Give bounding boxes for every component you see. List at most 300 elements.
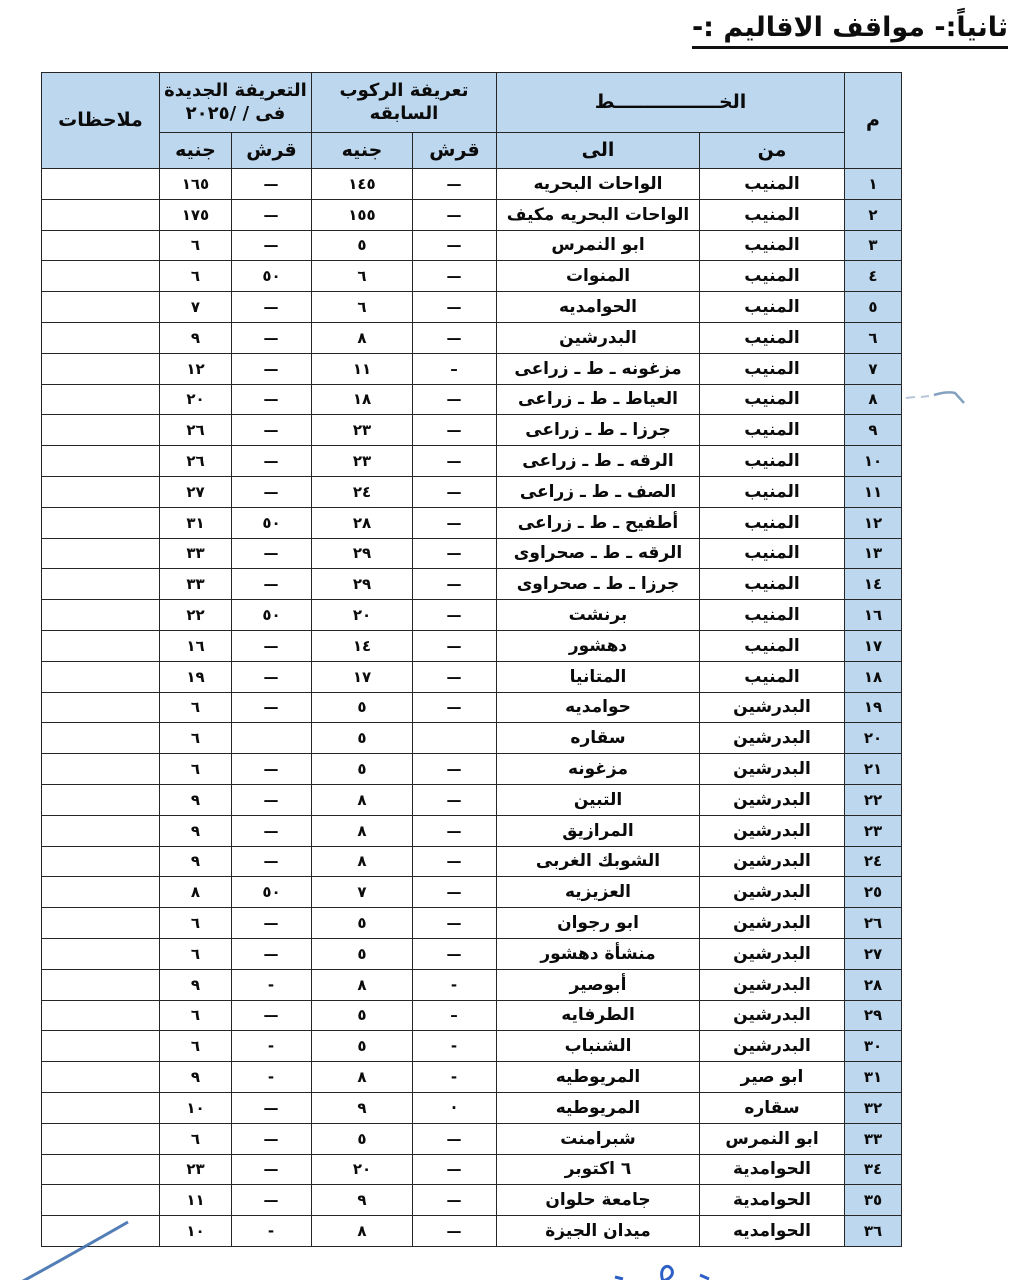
cell-prev-geneh: ٢٠: [311, 600, 412, 631]
cell-notes: [41, 784, 159, 815]
cell-new-qirsh: —: [231, 1185, 311, 1216]
cell-new-geneh: ٦: [159, 230, 231, 261]
cell-new-geneh: ٦: [159, 723, 231, 754]
cell-new-qirsh: —: [231, 1000, 311, 1031]
cell-prev-geneh: ١٨: [311, 384, 412, 415]
table-row: [41, 784, 901, 815]
cell-prev-geneh: ٥: [311, 1000, 412, 1031]
table-row: [41, 1185, 901, 1216]
cell-prev-qirsh: —: [413, 169, 497, 200]
cell-num: ١٧: [845, 630, 902, 661]
cell-from: البدرشين: [700, 877, 845, 908]
cell-prev-geneh: ٢٣: [311, 446, 412, 477]
cell-new-qirsh: -: [231, 1031, 311, 1062]
cell-prev-geneh: ٥: [311, 1031, 412, 1062]
cell-new-geneh: ١٦٥: [159, 169, 231, 200]
cell-from: البدرشين: [700, 938, 845, 969]
cell-prev-geneh: ٢٨: [311, 507, 412, 538]
cell-prev-geneh: ٨: [311, 815, 412, 846]
cell-new-geneh: ٩: [159, 322, 231, 353]
cell-to: أبوصير: [497, 969, 700, 1000]
cell-from: الحوامدية: [700, 1154, 845, 1185]
cell-new-geneh: ٢٣: [159, 1154, 231, 1185]
cell-new-qirsh: -: [231, 1062, 311, 1093]
table-row: [41, 661, 901, 692]
cell-from: الحوامديه: [700, 1216, 845, 1247]
cell-from: البدرشين: [700, 846, 845, 877]
table-row: [41, 969, 901, 1000]
cell-prev-qirsh: —: [413, 230, 497, 261]
cell-to: دهشور: [497, 630, 700, 661]
table-row: [41, 476, 901, 507]
cell-num: ١٠: [845, 446, 902, 477]
cell-new-qirsh: —: [231, 446, 311, 477]
cell-num: ٣٣: [845, 1123, 902, 1154]
cell-from: البدرشين: [700, 754, 845, 785]
cell-notes: [41, 1092, 159, 1123]
cell-to: جرزا ـ ط ـ صحراوى: [497, 569, 700, 600]
header-prev-fare: [311, 73, 496, 133]
table-row: [41, 846, 901, 877]
cell-notes: [41, 938, 159, 969]
cell-to: شبرامنت: [497, 1123, 700, 1154]
cell-notes: [41, 754, 159, 785]
table-row: [41, 815, 901, 846]
cell-notes: [41, 261, 159, 292]
header-new-qirsh: قرش: [231, 133, 311, 169]
cell-new-geneh: ٦: [159, 1031, 231, 1062]
cell-prev-geneh: ٦: [311, 261, 412, 292]
cell-from: البدرشين: [700, 815, 845, 846]
cell-prev-qirsh: -: [413, 1031, 497, 1062]
cell-prev-geneh: ٢٣: [311, 415, 412, 446]
cell-prev-qirsh: —: [413, 476, 497, 507]
table-row: [41, 908, 901, 939]
cell-prev-qirsh: —: [413, 199, 497, 230]
cell-from: المنيب: [700, 261, 845, 292]
cell-num: ١٩: [845, 692, 902, 723]
cell-to: العزيزيه: [497, 877, 700, 908]
header-prev-qirsh: قرش: [413, 133, 497, 169]
table-row: [41, 1000, 901, 1031]
cell-new-qirsh: ٥٠: [231, 261, 311, 292]
cell-from: المنيب: [700, 322, 845, 353]
cell-num: ١٦: [845, 600, 902, 631]
cell-from: المنيب: [700, 230, 845, 261]
cell-prev-qirsh: —: [413, 1123, 497, 1154]
cell-from: البدرشين: [700, 908, 845, 939]
cell-new-qirsh: —: [231, 908, 311, 939]
cell-notes: [41, 538, 159, 569]
cell-new-qirsh: [231, 723, 311, 754]
table-row: [41, 877, 901, 908]
cell-new-qirsh: -: [231, 969, 311, 1000]
cell-from: المنيب: [700, 507, 845, 538]
cell-prev-geneh: ٥: [311, 1123, 412, 1154]
cell-from: المنيب: [700, 446, 845, 477]
table-row: [41, 292, 901, 323]
cell-prev-qirsh: —: [413, 507, 497, 538]
header-to: الى: [497, 133, 700, 169]
cell-new-geneh: ٦: [159, 692, 231, 723]
cell-from: البدرشين: [700, 784, 845, 815]
cell-prev-qirsh: –: [413, 1000, 497, 1031]
cell-notes: [41, 1000, 159, 1031]
cell-from: المنيب: [700, 292, 845, 323]
cell-prev-geneh: ٢٠: [311, 1154, 412, 1185]
cell-prev-qirsh: —: [413, 1185, 497, 1216]
cell-to: الحوامديه: [497, 292, 700, 323]
cell-new-geneh: ٨: [159, 877, 231, 908]
cell-new-geneh: ٩: [159, 815, 231, 846]
cell-new-geneh: ٢٧: [159, 476, 231, 507]
cell-to: ابو النمرس: [497, 230, 700, 261]
cell-notes: [41, 446, 159, 477]
cell-to: الصف ـ ط ـ زراعى: [497, 476, 700, 507]
fares-table: [41, 72, 902, 1247]
cell-new-qirsh: —: [231, 353, 311, 384]
table-row: [41, 261, 901, 292]
cell-num: ٣١: [845, 1062, 902, 1093]
cell-prev-qirsh: —: [413, 322, 497, 353]
cell-new-geneh: ٩: [159, 969, 231, 1000]
cell-prev-qirsh: —: [413, 1154, 497, 1185]
cell-to: الشنباب: [497, 1031, 700, 1062]
cell-to: الشوبك الغربى: [497, 846, 700, 877]
cell-prev-geneh: ٨: [311, 784, 412, 815]
cell-prev-qirsh: —: [413, 261, 497, 292]
cell-new-geneh: ٣١: [159, 507, 231, 538]
cell-from: المنيب: [700, 353, 845, 384]
cell-new-qirsh: -: [231, 1216, 311, 1247]
cell-notes: [41, 415, 159, 446]
cell-prev-geneh: ١٤٥: [311, 169, 412, 200]
cell-from: المنيب: [700, 199, 845, 230]
cell-new-qirsh: —: [231, 384, 311, 415]
cell-new-geneh: ٢٠: [159, 384, 231, 415]
cell-to: المنوات: [497, 261, 700, 292]
cell-to: الرقه ـ ط ـ زراعى: [497, 446, 700, 477]
cell-to: الواحات البحريه مكيف: [497, 199, 700, 230]
cell-notes: [41, 476, 159, 507]
cell-notes: [41, 969, 159, 1000]
cell-from: المنيب: [700, 661, 845, 692]
cell-num: ٤: [845, 261, 902, 292]
table-row: [41, 1123, 901, 1154]
cell-from: البدرشين: [700, 692, 845, 723]
cell-num: ٢٧: [845, 938, 902, 969]
signature-fragment: [615, 1266, 709, 1280]
cell-new-qirsh: —: [231, 476, 311, 507]
table-row: [41, 230, 901, 261]
cell-new-geneh: ٩: [159, 784, 231, 815]
cell-prev-qirsh: —: [413, 569, 497, 600]
cell-new-qirsh: —: [231, 1123, 311, 1154]
cell-num: ٢٨: [845, 969, 902, 1000]
cell-to: البدرشين: [497, 322, 700, 353]
cell-to: سقاره: [497, 723, 700, 754]
cell-new-geneh: ١٢: [159, 353, 231, 384]
cell-new-geneh: ١٠: [159, 1216, 231, 1247]
cell-num: ١٤: [845, 569, 902, 600]
cell-new-qirsh: —: [231, 322, 311, 353]
table-row: [41, 507, 901, 538]
cell-notes: [41, 1154, 159, 1185]
cell-num: ٧: [845, 353, 902, 384]
cell-to: المرازيق: [497, 815, 700, 846]
cell-to: برنشت: [497, 600, 700, 631]
cell-notes: [41, 1062, 159, 1093]
cell-new-geneh: ٢٢: [159, 600, 231, 631]
cell-prev-qirsh: —: [413, 846, 497, 877]
table-row: [41, 723, 901, 754]
cell-to: العياط ـ ط ـ زراعى: [497, 384, 700, 415]
cell-prev-geneh: ٢٩: [311, 569, 412, 600]
cell-prev-geneh: ١٥٥: [311, 199, 412, 230]
cell-to: حوامديه: [497, 692, 700, 723]
cell-new-geneh: ٦: [159, 261, 231, 292]
cell-from: المنيب: [700, 384, 845, 415]
cell-prev-geneh: ٢٩: [311, 538, 412, 569]
cell-num: ١٨: [845, 661, 902, 692]
cell-to: ميدان الجيزة: [497, 1216, 700, 1247]
cell-from: المنيب: [700, 569, 845, 600]
cell-notes: [41, 630, 159, 661]
cell-num: ٩: [845, 415, 902, 446]
header-num: م: [845, 73, 902, 169]
cell-new-geneh: ٦: [159, 1000, 231, 1031]
header-new-fare: [159, 73, 311, 133]
cell-notes: [41, 815, 159, 846]
cell-new-geneh: ١٦: [159, 630, 231, 661]
cell-notes: [41, 1216, 159, 1247]
cell-num: ٢: [845, 199, 902, 230]
cell-notes: [41, 169, 159, 200]
cell-from: المنيب: [700, 630, 845, 661]
cell-notes: [41, 846, 159, 877]
cell-notes: [41, 353, 159, 384]
cell-new-geneh: ١٧٥: [159, 199, 231, 230]
cell-new-geneh: ٦: [159, 1123, 231, 1154]
cell-num: ٣٢: [845, 1092, 902, 1123]
cell-to: أطفيح ـ ط ـ زراعى: [497, 507, 700, 538]
cell-notes: [41, 322, 159, 353]
cell-new-qirsh: —: [231, 754, 311, 785]
cell-notes: [41, 292, 159, 323]
table-row: [41, 692, 901, 723]
cell-notes: [41, 230, 159, 261]
cell-new-qirsh: —: [231, 569, 311, 600]
cell-new-geneh: ٣٣: [159, 538, 231, 569]
cell-new-qirsh: —: [231, 692, 311, 723]
table-row: [41, 169, 901, 200]
header-row-sub: [41, 133, 901, 169]
cell-new-qirsh: —: [231, 1092, 311, 1123]
cell-prev-geneh: ١٧: [311, 661, 412, 692]
cell-prev-geneh: ٨: [311, 322, 412, 353]
cell-new-qirsh: —: [231, 169, 311, 200]
cell-to: مزغونه: [497, 754, 700, 785]
cell-notes: [41, 1123, 159, 1154]
cell-to: المريوطيه: [497, 1062, 700, 1093]
header-notes: ملاحظات: [41, 73, 159, 169]
cell-prev-qirsh: —: [413, 661, 497, 692]
cell-to: الرقه ـ ط ـ صحراوى: [497, 538, 700, 569]
cell-prev-qirsh: —: [413, 908, 497, 939]
cell-prev-geneh: ٥: [311, 723, 412, 754]
cell-prev-qirsh: —: [413, 384, 497, 415]
cell-to: منشأة دهشور: [497, 938, 700, 969]
cell-num: ٢٦: [845, 908, 902, 939]
cell-new-geneh: ١١: [159, 1185, 231, 1216]
cell-new-qirsh: —: [231, 230, 311, 261]
cell-new-qirsh: —: [231, 292, 311, 323]
cell-prev-qirsh: —: [413, 815, 497, 846]
cell-prev-geneh: ٧: [311, 877, 412, 908]
cell-to: ٦ اكتوبر: [497, 1154, 700, 1185]
cell-to: الواحات البحريه: [497, 169, 700, 200]
cell-from: سقاره: [700, 1092, 845, 1123]
cell-new-qirsh: —: [231, 784, 311, 815]
cell-prev-geneh: ٨: [311, 1216, 412, 1247]
header-line: الخــــــــــــــــط: [497, 73, 845, 133]
pen-mark-right-margin: [906, 392, 964, 403]
cell-prev-geneh: ٦: [311, 292, 412, 323]
table-row: [41, 630, 901, 661]
cell-num: ٢٥: [845, 877, 902, 908]
header-prev-fare-line1: تعريفة الركوب: [339, 80, 469, 101]
table-row: [41, 1031, 901, 1062]
cell-prev-qirsh: —: [413, 1216, 497, 1247]
page-title: ثانياً:- مواقف الاقاليم :-: [692, 12, 1008, 49]
cell-to: ابو رجوان: [497, 908, 700, 939]
table-body: [41, 169, 901, 1247]
cell-new-qirsh: —: [231, 815, 311, 846]
cell-from: البدرشين: [700, 1031, 845, 1062]
table-row: [41, 1216, 901, 1247]
table-row: [41, 322, 901, 353]
cell-notes: [41, 908, 159, 939]
cell-prev-geneh: ٩: [311, 1185, 412, 1216]
cell-num: ٣٠: [845, 1031, 902, 1062]
cell-new-qirsh: —: [231, 846, 311, 877]
cell-from: المنيب: [700, 476, 845, 507]
cell-prev-qirsh: —: [413, 692, 497, 723]
cell-to: التبين: [497, 784, 700, 815]
cell-new-geneh: ٦: [159, 938, 231, 969]
cell-to: المتانيا: [497, 661, 700, 692]
cell-new-geneh: ٧: [159, 292, 231, 323]
cell-prev-qirsh: —: [413, 784, 497, 815]
cell-new-qirsh: —: [231, 938, 311, 969]
cell-to: الطرفايه: [497, 1000, 700, 1031]
cell-num: ٢١: [845, 754, 902, 785]
cell-notes: [41, 723, 159, 754]
table-row: [41, 538, 901, 569]
cell-prev-geneh: ٨: [311, 969, 412, 1000]
table-row: [41, 1154, 901, 1185]
cell-num: ٢٢: [845, 784, 902, 815]
cell-num: ٣٥: [845, 1185, 902, 1216]
cell-prev-qirsh: —: [413, 600, 497, 631]
cell-new-qirsh: —: [231, 661, 311, 692]
cell-num: ٢٠: [845, 723, 902, 754]
table-row: [41, 754, 901, 785]
cell-prev-geneh: ٨: [311, 846, 412, 877]
cell-prev-qirsh: -: [413, 1062, 497, 1093]
cell-prev-qirsh: —: [413, 630, 497, 661]
cell-num: ١: [845, 169, 902, 200]
cell-prev-qirsh: ·: [413, 1092, 497, 1123]
cell-notes: [41, 1185, 159, 1216]
cell-new-qirsh: ٥٠: [231, 877, 311, 908]
cell-new-qirsh: —: [231, 1154, 311, 1185]
cell-num: ٨: [845, 384, 902, 415]
cell-from: ابو صير: [700, 1062, 845, 1093]
header-new-geneh: جنيه: [159, 133, 231, 169]
cell-notes: [41, 507, 159, 538]
cell-new-qirsh: —: [231, 415, 311, 446]
header-prev-geneh: جنيه: [311, 133, 412, 169]
cell-num: ١٢: [845, 507, 902, 538]
cell-from: المنيب: [700, 415, 845, 446]
cell-prev-geneh: ٨: [311, 1062, 412, 1093]
cell-from: المنيب: [700, 600, 845, 631]
cell-new-qirsh: ٥٠: [231, 600, 311, 631]
cell-new-geneh: ٣٣: [159, 569, 231, 600]
cell-from: المنيب: [700, 538, 845, 569]
cell-from: البدرشين: [700, 723, 845, 754]
cell-from: المنيب: [700, 169, 845, 200]
cell-num: ٢٩: [845, 1000, 902, 1031]
cell-prev-geneh: ٥: [311, 230, 412, 261]
cell-num: ٣٤: [845, 1154, 902, 1185]
cell-num: ٥: [845, 292, 902, 323]
cell-new-geneh: ١٩: [159, 661, 231, 692]
cell-prev-geneh: ٥: [311, 754, 412, 785]
cell-new-qirsh: ٥٠: [231, 507, 311, 538]
cell-new-geneh: ١٠: [159, 1092, 231, 1123]
cell-to: جامعة حلوان: [497, 1185, 700, 1216]
cell-to: المريوطيه: [497, 1092, 700, 1123]
cell-prev-geneh: ٩: [311, 1092, 412, 1123]
cell-new-qirsh: —: [231, 630, 311, 661]
cell-prev-qirsh: —: [413, 446, 497, 477]
cell-num: ٢٤: [845, 846, 902, 877]
table-row: [41, 1062, 901, 1093]
cell-num: ٣: [845, 230, 902, 261]
cell-prev-qirsh: [413, 723, 497, 754]
header-new-fare-line1: التعريفة الجديدة: [164, 80, 307, 101]
table-row: [41, 415, 901, 446]
cell-new-geneh: ٩: [159, 846, 231, 877]
cell-new-geneh: ٩: [159, 1062, 231, 1093]
table-row: [41, 569, 901, 600]
cell-from: ابو النمرس: [700, 1123, 845, 1154]
table-row: [41, 600, 901, 631]
cell-num: ١١: [845, 476, 902, 507]
cell-prev-qirsh: -: [413, 969, 497, 1000]
table-row: [41, 938, 901, 969]
cell-prev-qirsh: –: [413, 353, 497, 384]
cell-from: البدرشين: [700, 1000, 845, 1031]
header-row-top: [41, 73, 901, 133]
header-prev-fare-line2: السابقه: [369, 102, 439, 124]
cell-prev-qirsh: —: [413, 292, 497, 323]
table-row: [41, 446, 901, 477]
cell-notes: [41, 569, 159, 600]
cell-notes: [41, 600, 159, 631]
